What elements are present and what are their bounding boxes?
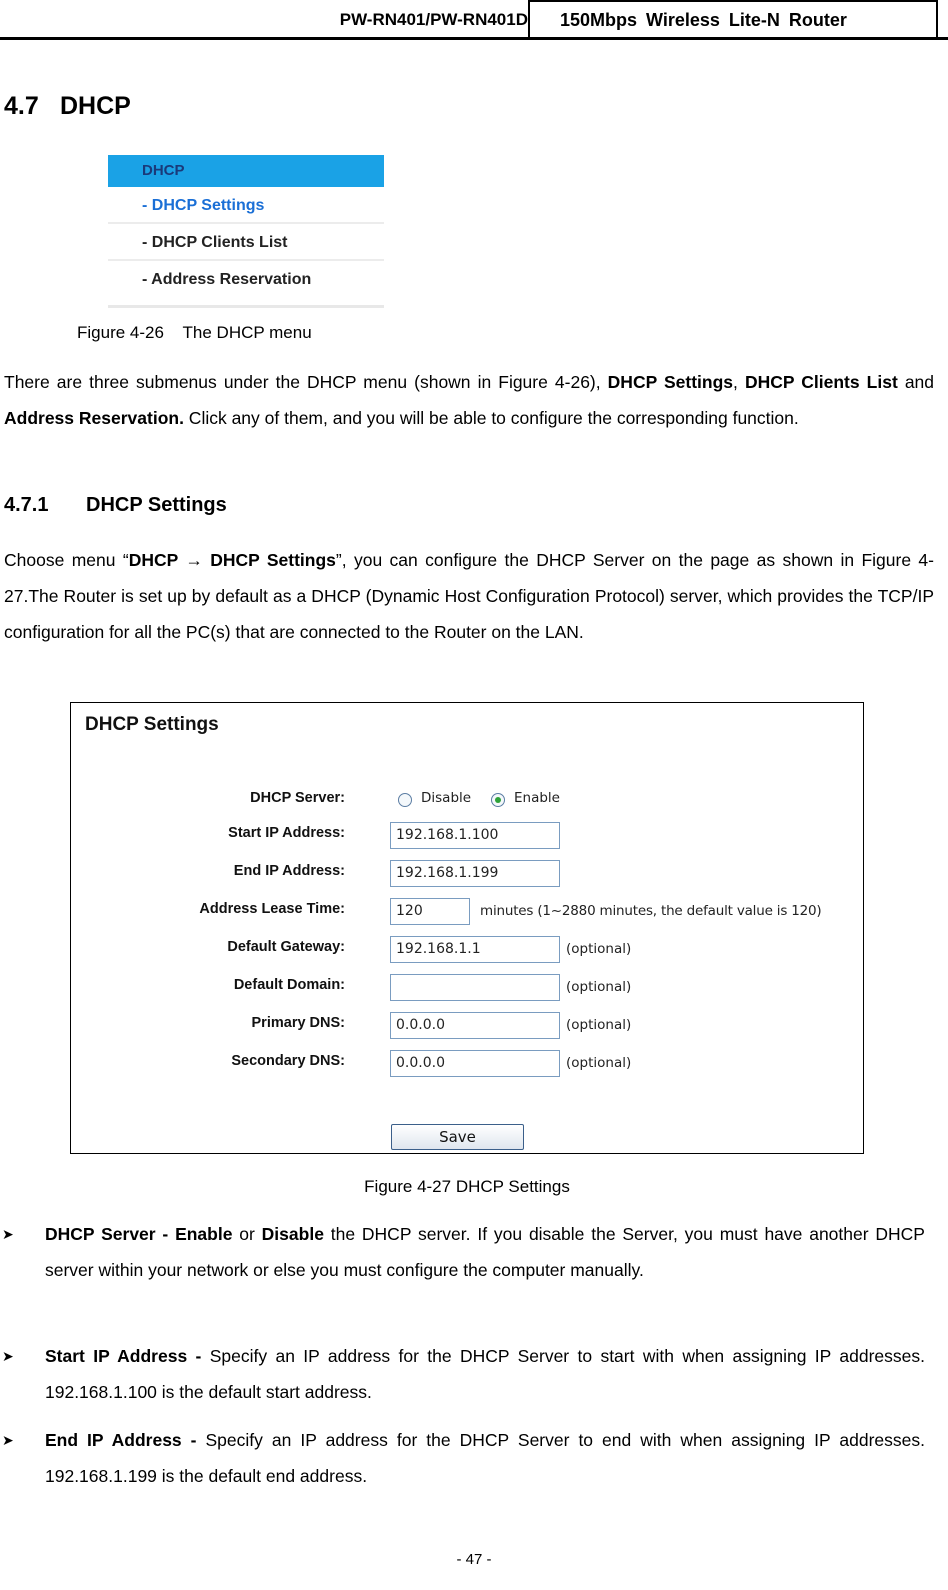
primary-dns-input[interactable]: 0.0.0.0	[390, 1012, 560, 1039]
secondary-dns-label: Secondary DNS:	[231, 1053, 345, 1069]
header-rule	[0, 37, 948, 40]
menu-head-dhcp[interactable]: DHCP	[108, 155, 384, 187]
domain-label: Default Domain:	[233, 977, 345, 993]
bullet-body: Specify an IP address for the DHCP Server to start with when assigning IP addresses. 192.168.1.100 is the default start address.	[45, 1346, 925, 1402]
header-model: PW-RN401/PW-RN401D	[339, 10, 528, 29]
lease-time-label: Address Lease Time:	[199, 901, 345, 917]
settings-text: Choose menu “	[4, 550, 129, 570]
intro-bold: DHCP Clients List	[744, 372, 898, 392]
section-title: DHCP	[60, 92, 131, 120]
bullet-body: the DHCP server. If you disable the Server, you must have another DHCP server within your network or else you must configure the computer manually.	[45, 1224, 925, 1280]
disable-radio[interactable]	[398, 793, 412, 807]
bullet-bold: Start IP Address -	[45, 1346, 202, 1366]
end-ip-input[interactable]: 192.168.1.199	[390, 860, 560, 887]
end-ip-label: End IP Address:	[233, 863, 345, 879]
intro-bold: Address Reservation.	[4, 408, 184, 428]
intro-text: There are three submenus under the DHCP menu (shown in Figure 4-26),	[4, 372, 608, 392]
enable-radio[interactable]	[491, 793, 505, 807]
bullet-item	[0, 1422, 930, 1494]
intro-text: Click any of them, and you will be able to configure the corresponding function.	[183, 408, 799, 428]
secondary-dns-input[interactable]: 0.0.0.0	[390, 1050, 560, 1077]
section-heading	[4, 92, 131, 121]
bullet-text	[45, 1338, 925, 1410]
start-ip-label: Start IP Address:	[228, 825, 345, 841]
gateway-input[interactable]: 192.168.1.1	[390, 936, 560, 963]
settings-paragraph	[4, 542, 934, 650]
page-header	[0, 0, 948, 40]
domain-input[interactable]	[390, 974, 560, 1001]
header-product: 150Mbps Wireless Lite-N Router	[528, 0, 938, 37]
primary-dns-hint: (optional)	[566, 1017, 632, 1033]
disable-radio-label[interactable]: Disable	[421, 790, 472, 806]
bullet-arrow-icon: ➤	[2, 1348, 14, 1364]
start-ip-input[interactable]: 192.168.1.100	[390, 822, 560, 849]
bullet-item	[0, 1338, 930, 1410]
bullet-bold: End IP Address -	[45, 1430, 197, 1450]
page-number: - 47 -	[456, 1551, 492, 1568]
bullet-body: Specify an IP address for the DHCP Server to end with when assigning IP addresses. 192.168.1.199 is the default end address.	[45, 1430, 925, 1486]
intro-paragraph	[4, 364, 934, 436]
bullet-arrow-icon: ➤	[2, 1226, 14, 1242]
panel-title: DHCP Settings	[85, 714, 219, 735]
figure-caption: Figure 4-26 The DHCP menu	[77, 323, 312, 342]
settings-bold: DHCP → DHCP Settings	[128, 550, 336, 570]
menu-item-address-reservation[interactable]: - Address Reservation	[142, 271, 312, 288]
subsection-number: 4.7.1	[4, 494, 49, 516]
bullet-bold: DHCP Server - Enable	[45, 1224, 233, 1244]
figure-caption: Figure 4-27 DHCP Settings	[364, 1177, 570, 1196]
bullet-bold: Disable	[261, 1224, 324, 1244]
dhcp-server-label: DHCP Server:	[250, 790, 345, 806]
dhcp-settings-panel	[70, 702, 864, 1154]
section-number: 4.7	[4, 92, 39, 120]
intro-text: ,	[733, 372, 745, 392]
dhcp-menu	[108, 155, 384, 308]
save-button[interactable]: Save	[391, 1124, 524, 1150]
bullet-text	[45, 1216, 925, 1288]
gateway-hint: (optional)	[566, 941, 632, 957]
enable-radio-label[interactable]: Enable	[514, 790, 560, 806]
menu-item-dhcp-clients-list[interactable]: - DHCP Clients List	[108, 224, 384, 261]
intro-bold: DHCP Settings	[607, 372, 734, 392]
menu-item-dhcp-settings[interactable]: - DHCP Settings	[108, 187, 384, 224]
bullet-mid: or	[232, 1224, 262, 1244]
bullet-text	[45, 1422, 925, 1494]
lease-time-input[interactable]: 120	[390, 898, 470, 925]
settings-text: ”, you can configure the DHCP Server on the page as shown in Figure 4-27.The Router is set up by default as a DHCP (Dynamic Host Configuration Protocol) server, which provides the TCP/IP configuration for all the PC(s) that are connected to the Router on the LAN.	[4, 550, 934, 642]
lease-time-hint: minutes (1~2880 minutes, the default value is 120)	[480, 903, 822, 919]
primary-dns-label: Primary DNS:	[251, 1015, 345, 1031]
subsection-title: DHCP Settings	[86, 494, 227, 516]
domain-hint: (optional)	[566, 979, 632, 995]
subsection-heading	[4, 494, 227, 517]
bullet-arrow-icon: ➤	[2, 1432, 14, 1448]
intro-text: and	[897, 372, 935, 392]
gateway-label: Default Gateway:	[227, 939, 345, 955]
secondary-dns-hint: (optional)	[566, 1055, 632, 1071]
bullet-item	[0, 1216, 930, 1326]
